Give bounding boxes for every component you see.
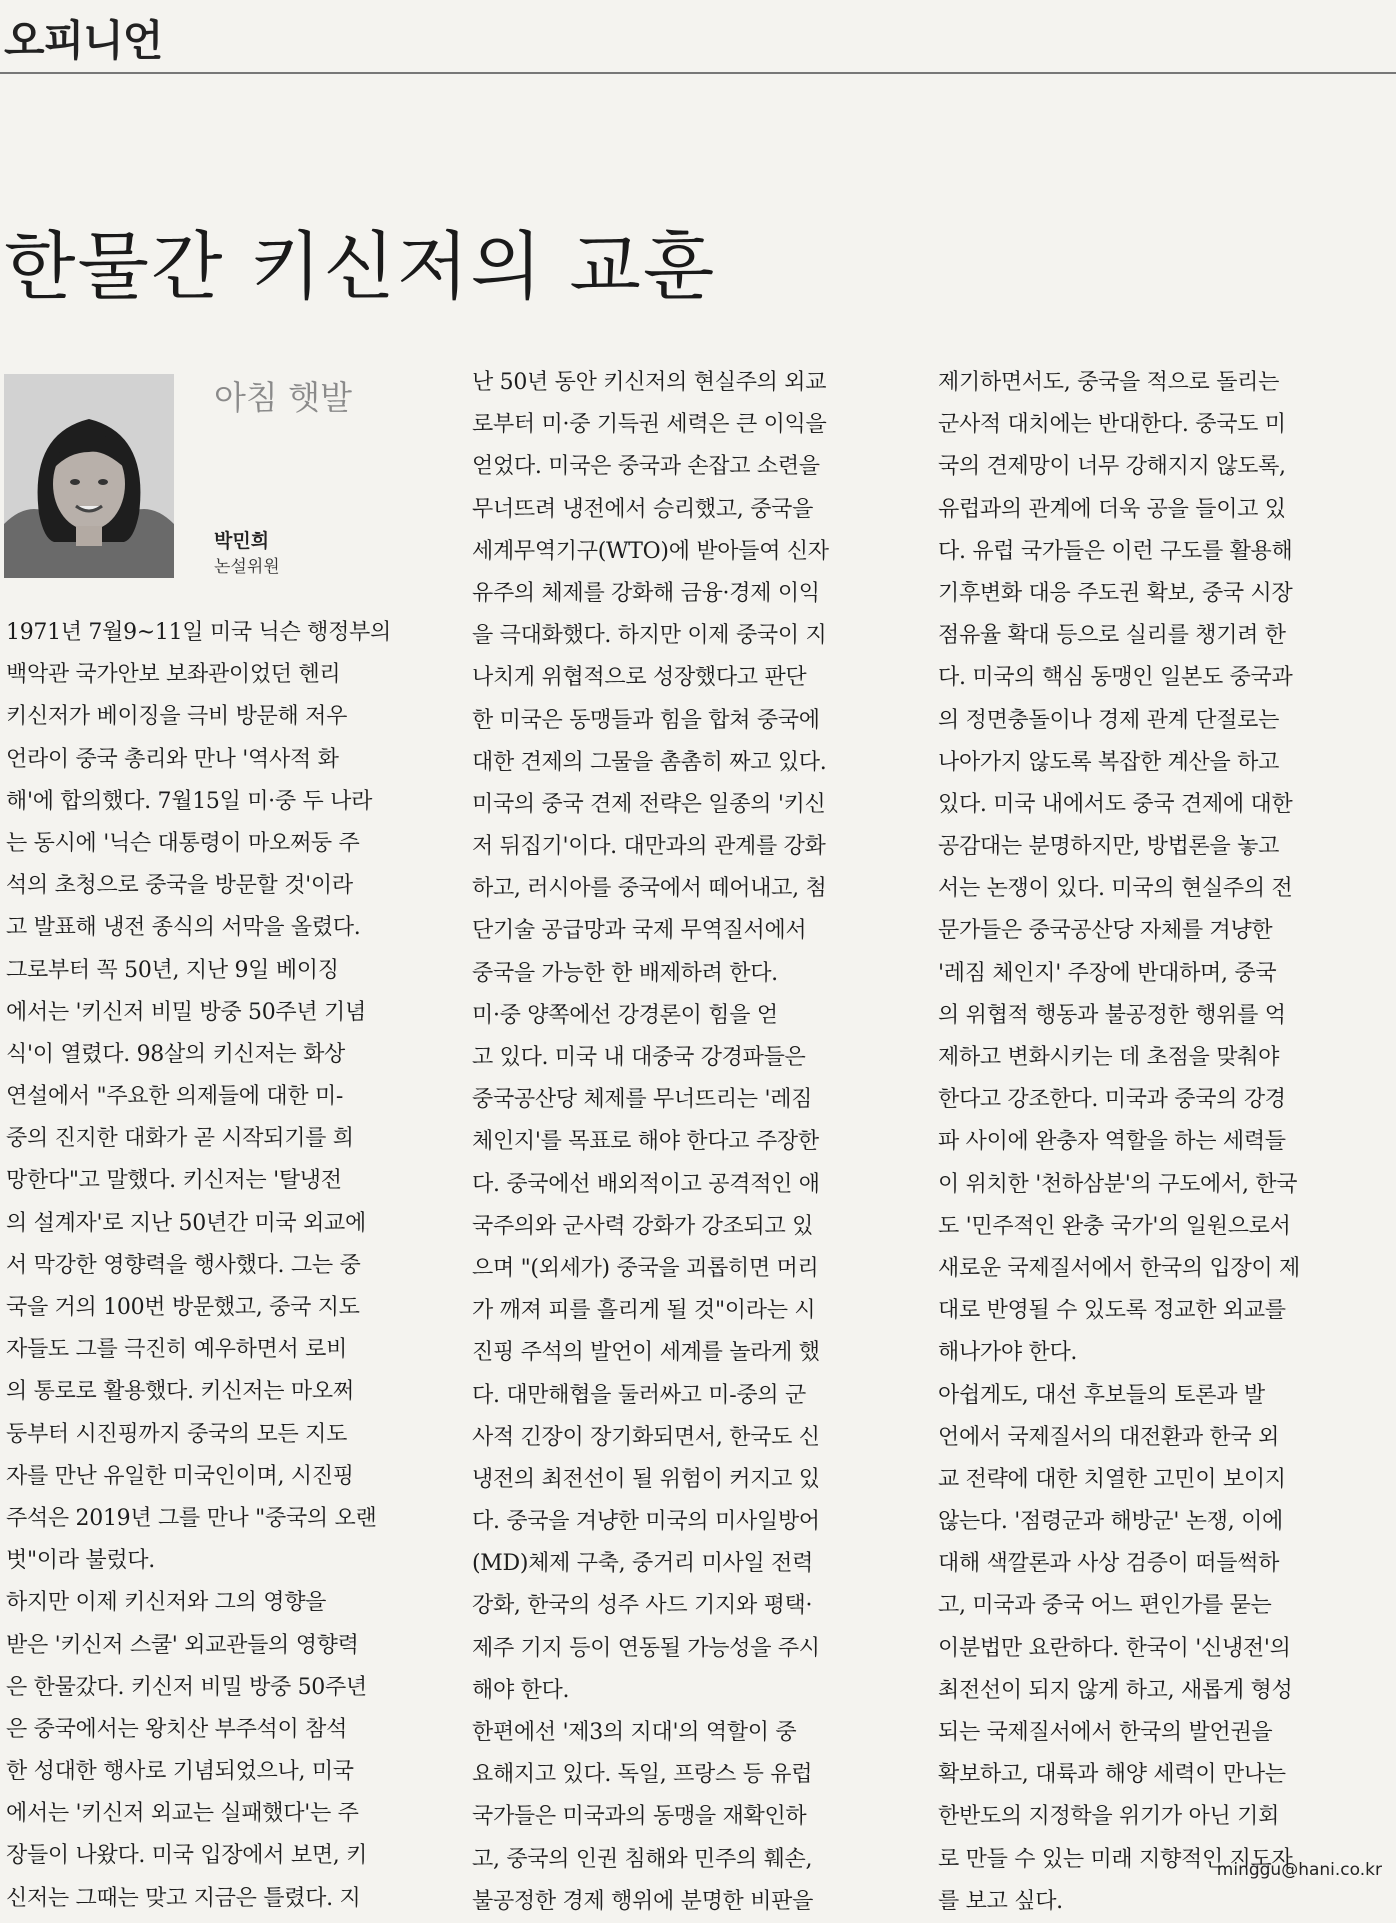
text-line: 는 동시에 '닉슨 대통령이 마오쩌둥 주 [6,830,360,856]
text-line: 공감대는 분명하지만, 방법론을 놓고 [938,834,1280,860]
text-line: 냉전의 최전선이 될 위험이 커지고 있 [472,1466,820,1492]
text-line: 않는다. '점령군과 해방군' 논쟁, 이에 [938,1509,1283,1535]
text-line: 한 미국은 동맹들과 힘을 합쳐 중국에 [472,707,820,733]
text-line: 진핑 주석의 발언이 세계를 놀라게 했 [472,1340,820,1366]
text-line: 다. 중국에선 배외적이고 공격적인 애 [472,1171,820,1197]
text-line: 한편에선 '제3의 지대'의 역할이 중 [472,1720,797,1745]
text-line: 해나가야 한다. [938,1340,1078,1366]
text-line: 그로부터 꼭 50년, 지난 9일 베이징 [6,957,339,983]
text-line: 언에서 국제질서의 대전환과 한국 외 [938,1424,1280,1450]
text-line: 군사적 대치에는 반대한다. 중국도 미 [938,412,1286,438]
text-line: 대로 반영될 수 있도록 정교한 외교를 [938,1298,1286,1324]
text-line: 서 막강한 영향력을 행사했다. 그는 중 [6,1252,361,1278]
text-line: 제하고 변화시키는 데 초점을 맞춰야 [938,1045,1280,1070]
text-line: 나치게 위협적으로 성장했다고 판단 [472,665,807,691]
text-line: 점유율 확대 등으로 실리를 챙기려 한 [938,623,1286,649]
text-line: 아쉽게도, 대선 후보들의 토론과 발 [938,1382,1265,1408]
text-line: 중국공산당 체제를 무너뜨리는 '레짐 [472,1087,813,1113]
text-line: 석의 초청으로 중국을 방문할 것'이라 [6,873,353,899]
text-line: 불공정한 경제 행위에 분명한 비판을 [472,1888,814,1914]
text-line: 사적 긴장이 장기화되면서, 한국도 신 [472,1424,820,1450]
text-line: 은 한물갔다. 키신저 비밀 방중 50주년 [6,1674,367,1700]
text-line: 받은 '키신저 스쿨' 외교관들의 영향력 [6,1632,359,1658]
text-line: 한반도의 지정학을 위기가 아닌 기회 [938,1804,1280,1830]
text-line: 국을 거의 100번 방문했고, 중국 지도 [6,1295,360,1320]
text-line: 고, 미국과 중국 어느 편인가를 묻는 [938,1593,1272,1619]
section-divider [0,72,1396,74]
text-line: 다. 대만해협을 둘러싸고 미-중의 군 [472,1382,806,1408]
text-line: 고 발표해 냉전 종식의 서막을 올렸다. [6,915,361,941]
text-line: 에서는 '키신저 외교는 실패했다'는 주 [6,1801,359,1827]
text-line: 얻었다. 미국은 중국과 손잡고 소련을 [472,454,820,480]
text-line: 서는 논쟁이 있다. 미국의 현실주의 전 [938,876,1293,902]
text-line: 확보하고, 대륙과 해양 세력이 만나는 [938,1762,1286,1788]
text-line: 국주의와 군사력 강화가 강조되고 있 [472,1213,814,1239]
text-line: 한다고 강조한다. 미국과 중국의 강경 [938,1087,1286,1113]
text-line: 미국의 중국 견제 전략은 일종의 '키신 [472,791,826,817]
text-line: 있다. 미국 내에서도 중국 견제에 대한 [938,791,1293,817]
text-line: 해'에 합의했다. 7월15일 미·중 두 나라 [6,788,373,814]
text-line: 다. 미국의 핵심 동맹인 일본도 중국과 [938,665,1293,691]
text-line: (MD)체제 구축, 중거리 미사일 전력 [472,1551,814,1577]
text-line: 대한 견제의 그물을 촘촘히 짜고 있다. [472,749,827,775]
text-line: 를 보고 싶다. [938,1888,1063,1914]
author-name: 박민희 [214,530,270,552]
article-column-3 [938,362,1388,1923]
text-line: 기후변화 대응 주도권 확보, 중국 시장 [938,580,1293,606]
text-line: 난 50년 동안 키신저의 현실주의 외교 [472,370,827,395]
text-line: 문가들은 중국공산당 자체를 겨냥한 [938,918,1273,944]
text-line: 다. 중국을 겨냥한 미국의 미사일방어 [472,1509,820,1535]
text-line: 으며 "(외세가) 중국을 괴롭히면 머리 [472,1255,819,1281]
text-line: 키신저가 베이징을 극비 방문해 저우 [6,704,348,730]
text-line: '레짐 체인지' 주장에 반대하며, 중국 [938,960,1277,986]
text-line: 교 전략에 대한 치열한 고민이 보이지 [938,1466,1286,1492]
text-line: 의 정면충돌이나 경제 관계 단절로는 [938,707,1280,733]
text-line: 벗"이라 불렀다. [6,1548,155,1574]
text-line: 한 성대한 행사로 기념되었으나, 미국 [6,1759,354,1785]
text-line: 의 설계자'로 지난 50년간 미국 외교에 [6,1210,366,1236]
text-line: 제기하면서도, 중국을 적으로 돌리는 [938,370,1280,395]
text-line: 고, 중국의 인권 침해와 민주의 훼손, [472,1846,813,1872]
text-line: 이분법만 요란하다. 한국이 '신냉전'의 [938,1635,1291,1661]
text-line: 자를 만난 유일한 미국인이며, 시진핑 [6,1463,354,1489]
text-line: 이 위치한 '천하삼분'의 구도에서, 한국 [938,1171,1298,1197]
text-line: 요해지고 있다. 독일, 프랑스 등 유럽 [472,1762,813,1788]
text-line: 새로운 국제질서에서 한국의 입장이 제 [938,1255,1301,1281]
text-line: 언라이 중국 총리와 만나 '역사적 화 [6,746,339,772]
text-line: 다. 유럽 국가들은 이런 구도를 활용해 [938,538,1293,564]
text-line: 대해 색깔론과 사상 검증이 떠들썩하 [938,1551,1280,1577]
text-line: 도 '민주적인 완충 국가'의 일원으로서 [938,1213,1291,1239]
text-line: 파 사이에 완충자 역할을 하는 세력들 [938,1129,1286,1155]
text-line: 로 만들 수 있는 미래 지향적인 지도자 [938,1846,1293,1872]
text-line: 에서는 '키신저 비밀 방중 50주년 기념 [6,999,366,1025]
text-line: 저 뒤집기'이다. 대만과의 관계를 강화 [472,834,826,860]
text-line: 은 중국에서는 왕치산 부주석이 참석 [6,1716,348,1742]
text-line: 연설에서 "주요한 의제들에 대한 미- [6,1084,344,1110]
text-line: 망한다"고 말했다. 키신저는 '탈냉전 [6,1168,342,1194]
text-line: 하지만 이제 키신저와 그의 영향을 [6,1590,327,1616]
text-line: 무너뜨려 냉전에서 승리했고, 중국을 [472,496,814,522]
text-line: 해야 한다. [472,1677,570,1703]
text-line: 백악관 국가안보 보좌관이었던 헨리 [6,662,341,688]
headline: 한물간 키신저의 교훈 [4,223,717,310]
text-line: 제주 기지 등이 연동될 가능성을 주시 [472,1635,820,1661]
text-line: 자들도 그를 극진히 예우하면서 로비 [6,1337,348,1363]
section-label: 오피니언 [4,16,163,65]
text-line: 유주의 체제를 강화해 금융·경제 이익 [472,580,820,606]
article-column-2 [472,362,918,1923]
text-line: 유럽과의 관계에 더욱 공을 들이고 있 [938,496,1286,522]
column-name: 아침 햇발 [214,378,353,417]
article-column-1 [6,612,450,1920]
text-line: 최전선이 되지 않게 하고, 새롭게 형성 [938,1677,1293,1703]
author-photo [4,374,174,578]
text-line: 단기술 공급망과 국제 무역질서에서 [472,918,807,944]
text-line: 장들이 나왔다. 미국 입장에서 보면, 키 [6,1843,368,1869]
text-line: 고 있다. 미국 내 대중국 강경파들은 [472,1045,806,1070]
text-line: 중국을 가능한 한 배제하려 한다. [472,960,778,986]
text-line: 신저는 그때는 맞고 지금은 틀렸다. 지 [6,1885,361,1911]
text-line: 중의 진지한 대화가 곧 시작되기를 희 [6,1126,354,1152]
text-line: 식'이 열렸다. 98살의 키신저는 화상 [6,1041,345,1067]
text-line: 1971년 7월9~11일 미국 닉슨 행정부의 [6,620,391,645]
text-line: 가 깨져 피를 흘리게 될 것"이라는 시 [472,1298,816,1324]
text-line: 로부터 미·중 기득권 세력은 큰 이익을 [472,412,827,438]
text-line: 미·중 양쪽에선 강경론이 힘을 얻 [472,1002,778,1028]
text-line: 의 통로로 활용했다. 키신저는 마오쩌 [6,1379,354,1405]
text-line: 둥부터 시진핑까지 중국의 모든 지도 [6,1421,348,1447]
text-line: 의 위협적 행동과 불공정한 행위를 억 [938,1002,1286,1028]
text-line: 국의 견제망이 너무 강해지지 않도록, [938,454,1286,480]
author-role: 논설위원 [214,557,280,577]
author-email: minggu@hani.co.kr [1216,1860,1382,1880]
text-line: 나아가지 않도록 복잡한 계산을 하고 [938,749,1280,775]
text-line: 국가들은 미국과의 동맹을 재확인하 [472,1804,807,1830]
text-line: 주석은 2019년 그를 만나 "중국의 오랜 [6,1505,377,1531]
text-line: 되는 국제질서에서 한국의 발언권을 [938,1720,1273,1745]
text-line: 강화, 한국의 성주 사드 기지와 평택· [472,1593,813,1619]
text-line: 하고, 러시아를 중국에서 떼어내고, 첨 [472,876,827,902]
text-line: 체인지'를 목표로 해야 한다고 주장한 [472,1129,819,1155]
text-line: 을 극대화했다. 하지만 이제 중국이 지 [472,623,827,649]
text-line: 세계무역기구(WTO)에 받아들여 신자 [472,538,829,564]
